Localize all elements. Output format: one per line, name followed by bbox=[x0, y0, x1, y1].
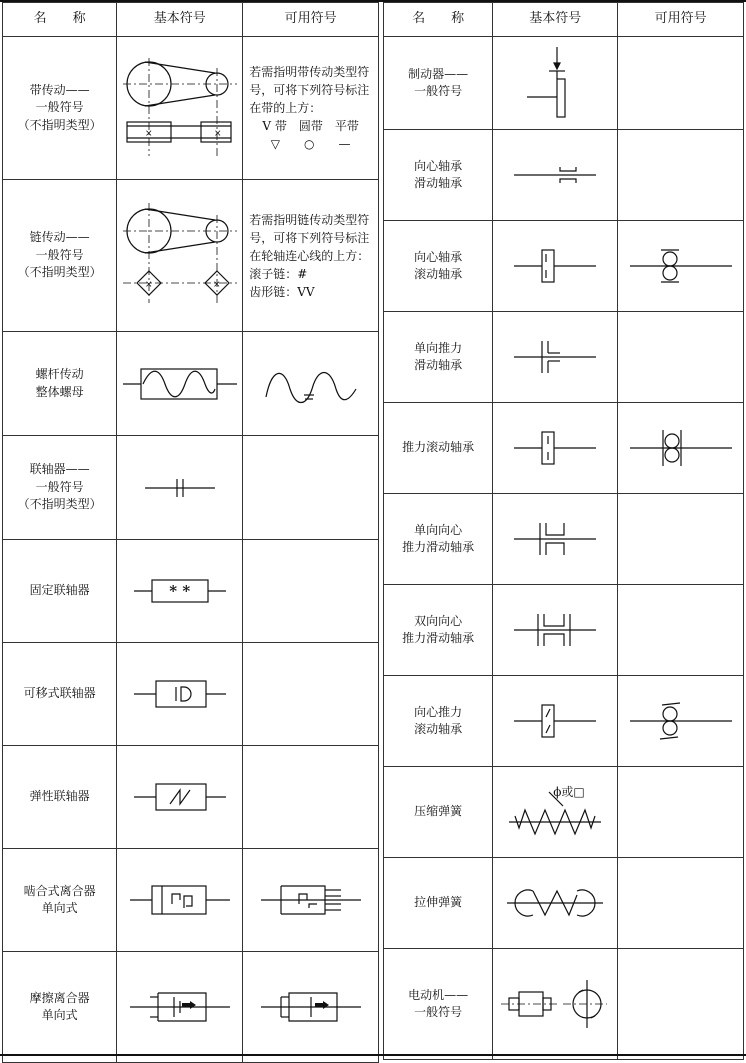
toothed-clutch-symbol bbox=[117, 849, 243, 952]
header-basic: 基本符号 bbox=[117, 3, 243, 37]
radial-thrust-rolling-bearing-alt-symbol bbox=[618, 676, 744, 767]
alt-text-cell bbox=[243, 37, 379, 180]
thrust-rolling-bearing-alt-symbol bbox=[618, 403, 744, 494]
name-cell bbox=[384, 949, 493, 1060]
table-row bbox=[384, 585, 744, 676]
screw-alt-symbol bbox=[243, 332, 379, 436]
left-table bbox=[2, 2, 379, 1063]
name-line: 拉伸弹簧 bbox=[414, 895, 463, 910]
svg-text:×: × bbox=[144, 128, 153, 139]
name-line: （不指明类型） bbox=[17, 497, 102, 512]
name-cell bbox=[384, 585, 493, 676]
name-line: 向心轴承 bbox=[414, 249, 463, 264]
table-row bbox=[3, 180, 379, 332]
empty-cell bbox=[618, 312, 744, 403]
name-cell bbox=[3, 746, 117, 849]
table-row bbox=[384, 37, 744, 130]
table-row bbox=[3, 643, 379, 746]
empty-cell bbox=[618, 949, 744, 1060]
name-cell bbox=[384, 312, 493, 403]
radial-sliding-bearing-symbol bbox=[493, 130, 618, 221]
name-line: 向心推力 bbox=[414, 704, 463, 719]
belt-drive-symbol bbox=[117, 37, 243, 180]
name-cell bbox=[3, 849, 117, 952]
alt-text: 若需指明链传动类型符号，可将下列符号标注在轮轴连心线的上方： bbox=[249, 212, 370, 263]
name-line: 滑动轴承 bbox=[414, 358, 463, 372]
table-row bbox=[384, 403, 744, 494]
header-basic: 基本符号 bbox=[493, 3, 618, 37]
name-line: 一般符号 bbox=[414, 1005, 463, 1019]
name-line: 一般符号 bbox=[35, 247, 84, 262]
name-line: 滚动轴承 bbox=[414, 267, 463, 281]
svg-text:×: × bbox=[213, 128, 222, 139]
name-line: 固定联轴器 bbox=[29, 583, 90, 598]
name-cell bbox=[3, 952, 117, 1063]
header-name: 名 称 bbox=[3, 3, 117, 37]
name-line: 双向向心 bbox=[414, 613, 463, 628]
name-cell bbox=[384, 858, 493, 949]
two-way-radial-thrust-sliding-bearing-symbol bbox=[493, 585, 618, 676]
name-line: 啮合式离合器 bbox=[23, 883, 96, 898]
chain-drive-symbol bbox=[117, 180, 243, 332]
name-line: 带传动—— bbox=[29, 82, 90, 97]
alt-text-cell bbox=[243, 180, 379, 332]
name-cell bbox=[384, 494, 493, 585]
name-cell bbox=[3, 436, 117, 540]
table-row bbox=[384, 221, 744, 312]
table-row bbox=[384, 312, 744, 403]
name-cell bbox=[3, 540, 117, 643]
empty-cell bbox=[243, 643, 379, 746]
header-name: 名 称 bbox=[384, 3, 493, 37]
elastic-coupling-symbol bbox=[117, 746, 243, 849]
table-row bbox=[384, 130, 744, 221]
radial-rolling-bearing-symbol bbox=[493, 221, 618, 312]
compression-spring-symbol bbox=[493, 767, 618, 858]
name-line: 链传动—— bbox=[29, 230, 90, 245]
name-line: 螺杆传动 bbox=[35, 367, 84, 382]
name-line: 摩擦离合器 bbox=[29, 990, 90, 1005]
table-row bbox=[3, 952, 379, 1063]
name-line: 压缩弹簧 bbox=[414, 804, 463, 819]
table-row bbox=[3, 332, 379, 436]
electric-motor-symbol bbox=[493, 949, 618, 1060]
table-row bbox=[384, 767, 744, 858]
name-line: 单向式 bbox=[41, 1008, 78, 1022]
name-line: 滚动轴承 bbox=[414, 722, 463, 736]
thrust-rolling-bearing-symbol bbox=[493, 403, 618, 494]
table-row bbox=[3, 436, 379, 540]
header-row bbox=[3, 3, 379, 37]
alt-text: V 带 圆带 平带 bbox=[262, 119, 359, 133]
alt-text: ▽ ○ — bbox=[270, 137, 351, 151]
table-row bbox=[384, 676, 744, 767]
table-row bbox=[384, 494, 744, 585]
coupling-symbol bbox=[117, 436, 243, 540]
screw-nut-symbol bbox=[117, 332, 243, 436]
empty-cell bbox=[618, 767, 744, 858]
fixed-coupling-mark: * * bbox=[169, 582, 191, 600]
empty-cell bbox=[243, 436, 379, 540]
radial-rolling-bearing-alt-symbol bbox=[618, 221, 744, 312]
one-way-radial-thrust-sliding-bearing-symbol bbox=[493, 494, 618, 585]
friction-clutch-symbol bbox=[117, 952, 243, 1063]
name-line: 联轴器—— bbox=[29, 462, 90, 477]
brake-symbol bbox=[493, 37, 618, 130]
header-alt: 可用符号 bbox=[243, 3, 379, 37]
empty-cell bbox=[618, 130, 744, 221]
tension-spring-symbol bbox=[493, 858, 618, 949]
name-cell bbox=[384, 403, 493, 494]
name-cell bbox=[384, 221, 493, 312]
name-line: 电动机—— bbox=[408, 987, 469, 1002]
right-table bbox=[383, 2, 744, 1060]
name-cell bbox=[384, 767, 493, 858]
empty-cell bbox=[618, 585, 744, 676]
svg-text:×: × bbox=[212, 279, 221, 290]
name-line: 向心轴承 bbox=[414, 158, 463, 173]
table-row bbox=[3, 540, 379, 643]
name-line: 一般符号 bbox=[35, 100, 84, 115]
svg-text:×: × bbox=[144, 279, 153, 290]
table-row bbox=[3, 37, 379, 180]
name-line: 单向向心 bbox=[414, 522, 463, 537]
header-row bbox=[384, 3, 744, 37]
name-cell bbox=[3, 332, 117, 436]
header-alt: 可用符号 bbox=[618, 3, 744, 37]
bottom-rule bbox=[0, 1054, 746, 1056]
friction-clutch-alt-symbol bbox=[243, 952, 379, 1063]
name-line: 制动器—— bbox=[408, 66, 469, 81]
fixed-coupling-symbol bbox=[117, 540, 243, 643]
name-line: 推力滑动轴承 bbox=[402, 631, 475, 645]
one-way-thrust-sliding-bearing-symbol bbox=[493, 312, 618, 403]
name-line: 一般符号 bbox=[35, 479, 84, 494]
name-line: 单向式 bbox=[41, 901, 78, 915]
name-line: 推力滑动轴承 bbox=[402, 540, 475, 554]
name-cell bbox=[3, 37, 117, 180]
empty-cell bbox=[243, 540, 379, 643]
name-line: 整体螺母 bbox=[35, 384, 84, 399]
alt-text: 若需指明带传动类型符号，可将下列符号标注在带的上方： bbox=[249, 65, 370, 115]
movable-coupling-symbol bbox=[117, 643, 243, 746]
spring-diameter-mark: ϕ或□ bbox=[553, 785, 585, 799]
name-line: 单向推力 bbox=[414, 340, 463, 355]
name-cell bbox=[384, 37, 493, 130]
table-row bbox=[3, 849, 379, 952]
empty-cell bbox=[618, 858, 744, 949]
alt-text: 齿形链：VV bbox=[249, 284, 315, 299]
empty-cell bbox=[243, 746, 379, 849]
table-row bbox=[384, 949, 744, 1060]
alt-text: 滚子链：# bbox=[249, 266, 308, 281]
table-row bbox=[384, 858, 744, 949]
name-line: （不指明类型） bbox=[17, 265, 102, 280]
name-line: 推力滚动轴承 bbox=[402, 440, 475, 455]
name-cell bbox=[384, 130, 493, 221]
empty-cell bbox=[618, 37, 744, 130]
empty-cell bbox=[618, 494, 744, 585]
name-line: 一般符号 bbox=[414, 84, 463, 98]
name-line: 弹性联轴器 bbox=[29, 789, 90, 804]
radial-thrust-rolling-bearing-symbol bbox=[493, 676, 618, 767]
name-line: 可移式联轴器 bbox=[23, 686, 96, 701]
name-line: 滑动轴承 bbox=[414, 176, 463, 190]
name-line: （不指明类型） bbox=[17, 117, 102, 132]
toothed-clutch-alt-symbol bbox=[243, 849, 379, 952]
table-row bbox=[3, 746, 379, 849]
name-cell bbox=[3, 180, 117, 332]
name-cell bbox=[3, 643, 117, 746]
name-cell bbox=[384, 676, 493, 767]
